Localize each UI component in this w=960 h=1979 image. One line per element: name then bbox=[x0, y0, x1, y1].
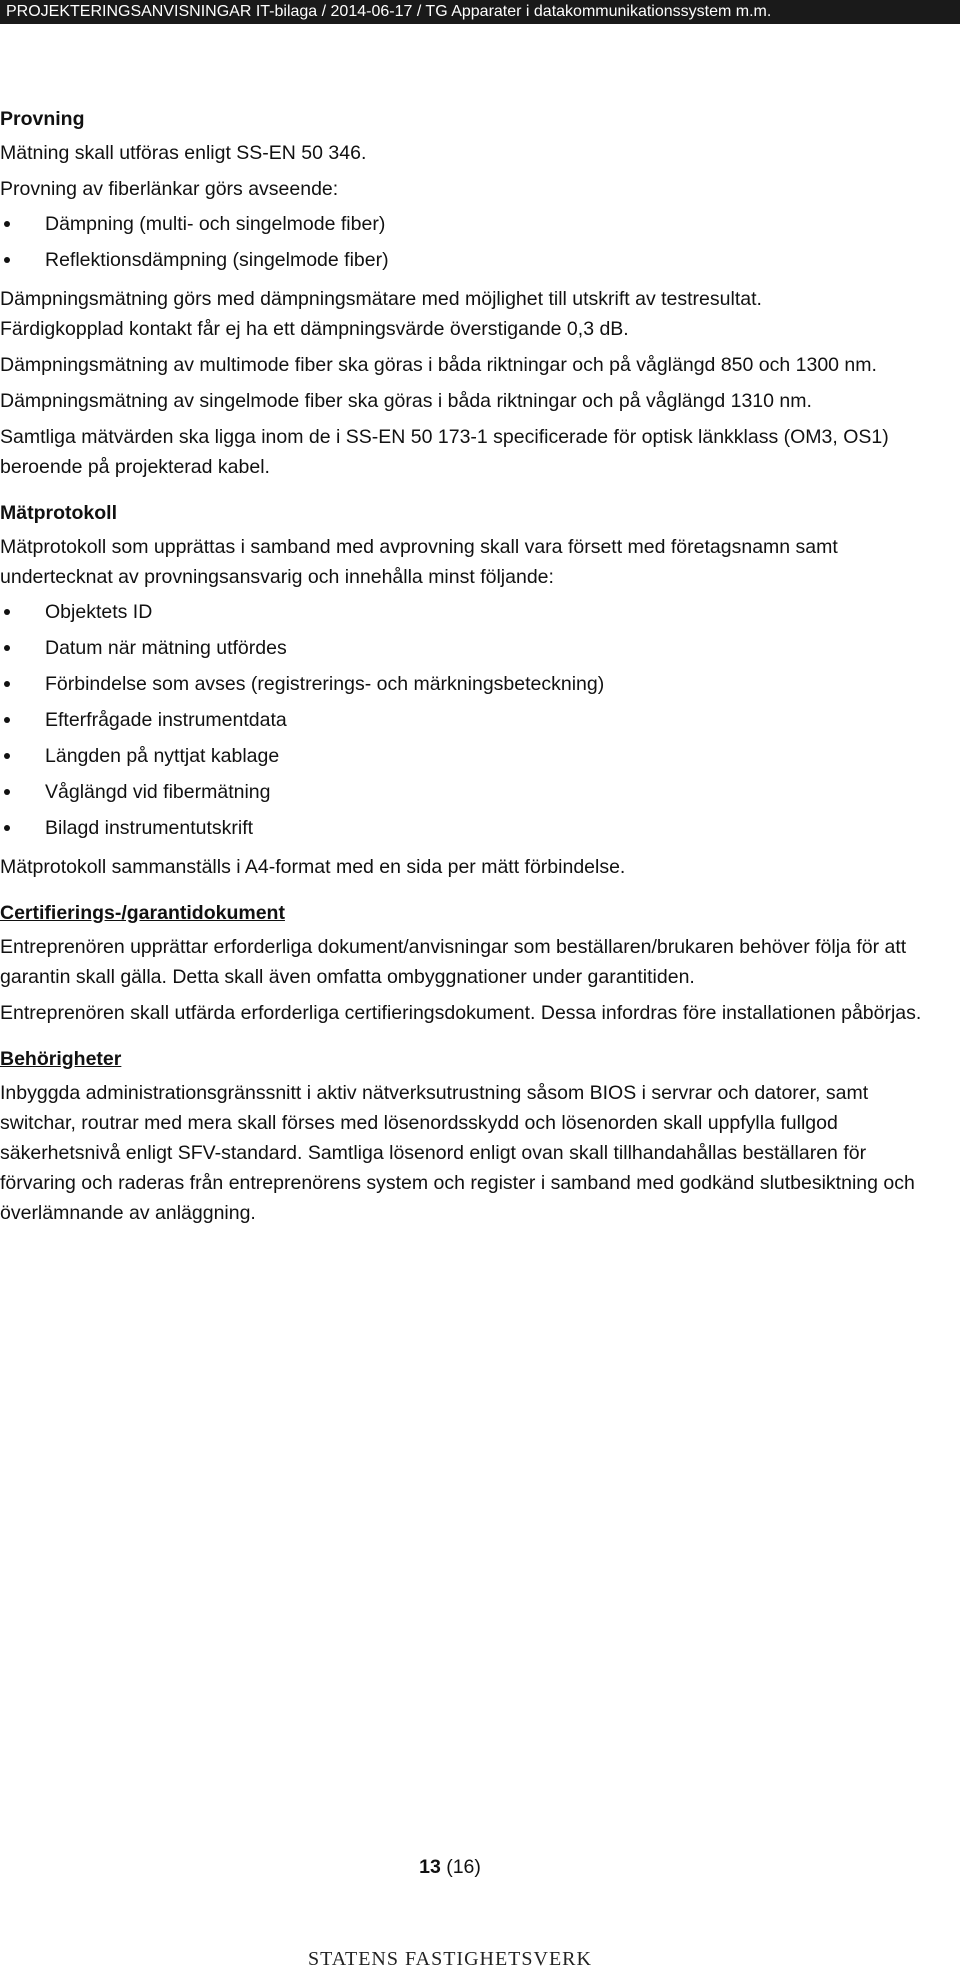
section-heading-provning: Provning bbox=[0, 108, 85, 130]
list-item-label: Efterfrågade instrumentdata bbox=[45, 709, 287, 731]
list-item bbox=[0, 242, 940, 278]
list-item-label: Datum när mätning utfördes bbox=[45, 637, 287, 659]
running-header: PROJEKTERINGSANVISNINGAR IT-bilaga / 2014-06-17 / TG Apparater i datakommunikationssystem m.m. bbox=[0, 0, 960, 24]
list-item bbox=[0, 666, 940, 702]
paragraph: Provning av fiberlänkar görs avseende: bbox=[0, 178, 339, 200]
bullet-icon bbox=[4, 717, 10, 723]
paragraph: Entreprenören upprättar erforderliga dokument/anvisningar som beställaren/brukaren behöver följa för att garantin skall gälla. Detta skall även omfatta ombyggnationer under garantitiden. bbox=[0, 936, 907, 988]
paragraph: Dämpningsmätning av multimode fiber ska göras i båda riktningar och på våglängd 850 och 1300 nm. bbox=[0, 354, 877, 376]
section-heading-behorigheter: Behörigheter bbox=[0, 1048, 122, 1070]
list-item bbox=[0, 630, 940, 666]
list-item-label: Förbindelse som avses (registrerings- och märkningsbeteckning) bbox=[45, 673, 605, 695]
list-item-label: Reflektionsdämpning (singelmode fiber) bbox=[45, 249, 389, 271]
list-item-label: Våglängd vid fibermätning bbox=[45, 781, 271, 803]
paragraph: Entreprenören skall utfärda erforderliga certifieringsdokument. Dessa infordras före installationen påbörjas. bbox=[0, 1002, 922, 1024]
list-item-label: Bilagd instrumentutskrift bbox=[45, 817, 254, 839]
bullet-icon bbox=[4, 609, 10, 615]
page-current: 13 bbox=[419, 1856, 441, 1878]
list-item bbox=[0, 206, 940, 242]
paragraph: Mätprotokoll som upprättas i samband med avprovning skall vara försett med företagsnamn samt undertecknat av provningsansvarig och innehålla minst följande: bbox=[0, 536, 838, 588]
bullet-icon bbox=[4, 257, 10, 263]
list-item-label: Längden på nyttjat kablage bbox=[45, 745, 280, 767]
section-heading-certifiering: Certifierings-/garantidokument bbox=[0, 902, 285, 924]
page-total: (16) bbox=[446, 1856, 481, 1878]
list-item bbox=[0, 738, 940, 774]
bullet-icon bbox=[4, 645, 10, 651]
paragraph: Mätprotokoll sammanställs i A4-format med en sida per mätt förbindelse. bbox=[0, 856, 626, 878]
bullet-icon bbox=[4, 221, 10, 227]
list-item bbox=[0, 702, 940, 738]
list-item bbox=[0, 774, 940, 810]
page-number bbox=[0, 1852, 900, 1882]
paragraph: Mätning skall utföras enligt SS-EN 50 346. bbox=[0, 142, 367, 164]
paragraph: Samtliga mätvärden ska ligga inom de i SS-EN 50 173-1 specificerade för optisk länkklass (OM3, OS1) beroende på projekterad kabel. bbox=[0, 426, 889, 478]
bullet-icon bbox=[4, 753, 10, 759]
bullet-icon bbox=[4, 789, 10, 795]
list-item-label: Objektets ID bbox=[45, 601, 153, 623]
bullet-icon bbox=[4, 681, 10, 687]
list-item-label: Dämpning (multi- och singelmode fiber) bbox=[45, 213, 386, 235]
bullet-icon bbox=[4, 825, 10, 831]
paragraph: Inbyggda administrationsgränssnitt i aktiv nätverksutrustning såsom BIOS i servrar och datorer, samt switchar, routrar med mera skall förses med lösenordsskydd och lösenorden skall uppfylla fullgod säkerhetsnivå enligt SFV-standard. Samtliga lösenord enligt ovan skall tillhandahållas beställaren för förvaring och raderas från entreprenörens system och register i samband med godkänd slutbesiktning och överlämnande av anläggning. bbox=[0, 1082, 915, 1224]
list-item bbox=[0, 810, 940, 846]
paragraph: Färdigkopplad kontakt får ej ha ett dämpningsvärde överstigande 0,3 dB. bbox=[0, 318, 629, 340]
footer-brand: STATENS FASTIGHETSVERK bbox=[308, 1948, 592, 1970]
document-body bbox=[0, 104, 940, 1234]
paragraph: Dämpningsmätning görs med dämpningsmätare med möjlighet till utskrift av testresultat. bbox=[0, 288, 762, 310]
paragraph: Dämpningsmätning av singelmode fiber ska göras i båda riktningar och på våglängd 1310 nm. bbox=[0, 390, 812, 412]
list-item bbox=[0, 594, 940, 630]
bullet-list bbox=[0, 206, 940, 278]
section-heading-matprotokoll: Mätprotokoll bbox=[0, 502, 117, 524]
bullet-list bbox=[0, 594, 940, 846]
